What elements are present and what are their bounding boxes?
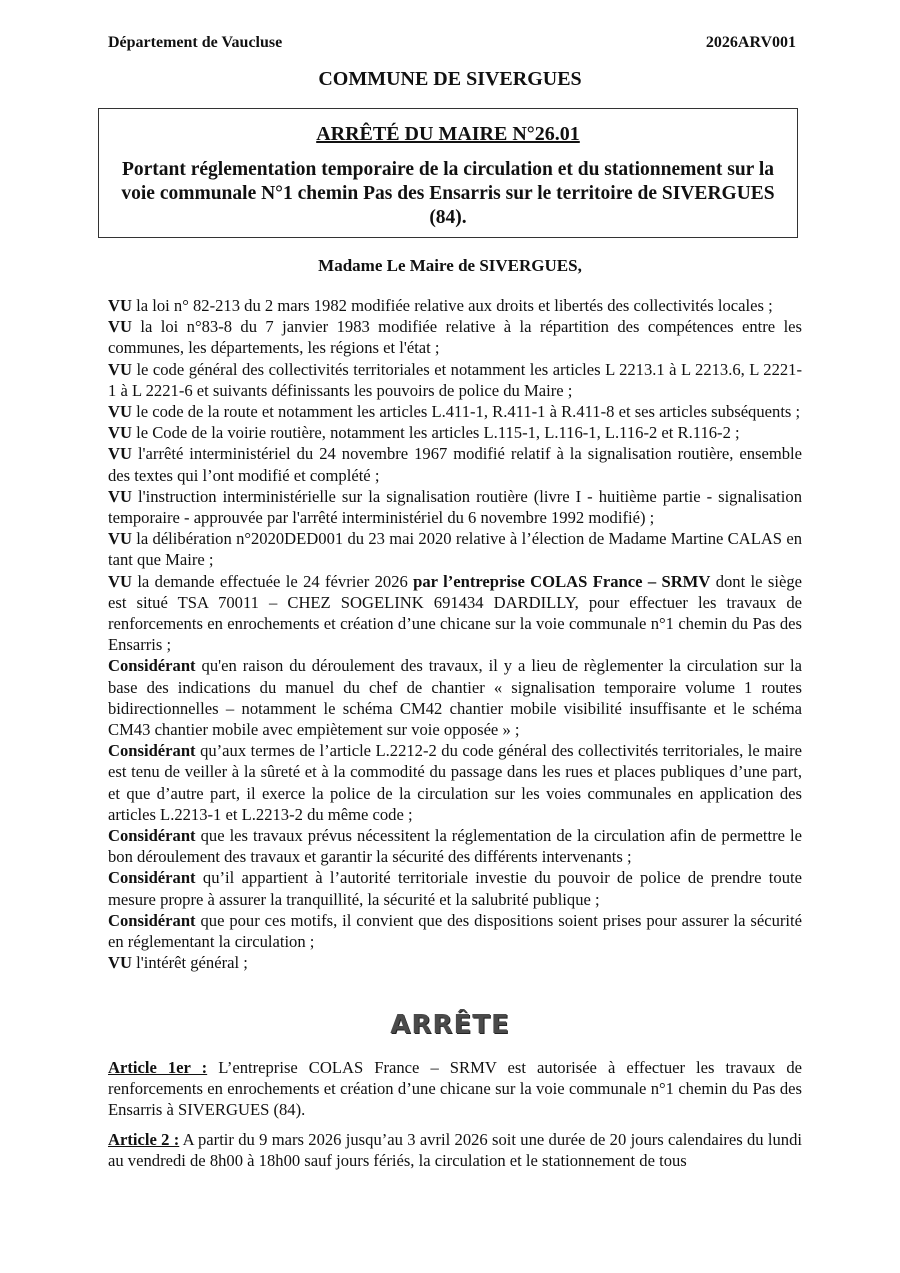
- visa-paragraph: [108, 952, 802, 973]
- article-2: [108, 1129, 802, 1171]
- considerant-text: qu’il appartient à l’autorité territoriale investie du pouvoir de police de prendre toute mesure propre à assurer la tranquillité, la sécurité et la salubrité publique ;: [108, 868, 802, 909]
- visa-lead: VU: [108, 444, 132, 464]
- visa-text: la loi n° 82-213 du 2 mars 1982 modifiée relative aux droits et libertés des collectivités locales ;: [131, 296, 773, 315]
- considerant-lead: Considérant: [108, 826, 196, 846]
- arrete-title: ARRÊTÉ DU MAIRE N°26.01: [316, 123, 580, 145]
- arrete-subtitle: Portant réglementation temporaire de la circulation et du stationnement sur la voie communale N°1 chemin Pas des Ensarris sur le territoire de SIVERGUES (84).: [121, 159, 775, 228]
- visa-paragraph: [108, 422, 802, 443]
- article-label: Article 2 :: [108, 1129, 180, 1149]
- considerant-paragraph: [108, 910, 802, 952]
- visa-lead: VU: [108, 953, 132, 973]
- visa-text: la loi n°83-8 du 7 janvier 1983 modifiée relative à la répartition des compétences entre les communes, les départements, les régions et l'état ;: [108, 317, 802, 358]
- visa-text: la demande effectuée le 24 février 2026: [131, 571, 414, 591]
- visa-lead: VU: [108, 317, 132, 337]
- considerant-lead: Considérant: [108, 656, 196, 676]
- considerant-lead: Considérant: [108, 868, 196, 888]
- article-1: [108, 1057, 802, 1121]
- articles-section: [108, 1057, 802, 1179]
- considerant-paragraph: [108, 867, 802, 909]
- considerant-lead: Considérant: [108, 741, 196, 761]
- considerant-lead: Considérant: [108, 910, 196, 930]
- department-label: Département de Vaucluse: [108, 34, 283, 51]
- considerant-text: qu’aux termes de l’article L.2212-2 du code général des collectivités territoriales, le maire est tenu de veiller à la sûreté et à la commodité du passage dans les rues et places publiques d’une part, et que d’autre part, il exerce la police de la circulation sur les voies communales en application des articles L.2213-1 et L.2213-2 du même code ;: [108, 741, 802, 824]
- considerant-text: que pour ces motifs, il convient que des dispositions soient prises pour assurer la sécurité en réglementant la circulation ;: [108, 910, 802, 952]
- reference-number: 2026ARV001: [705, 34, 796, 51]
- mayor-line: Madame Le Maire de SIVERGUES,: [318, 256, 582, 275]
- considerant-text: que les travaux prévus nécessitent la réglementation de la circulation afin de permettre le bon déroulement des travaux et garantir la sécurité des différents intervenants ;: [108, 826, 802, 867]
- visa-paragraph: [108, 443, 802, 485]
- visa-text: l'arrêté interministériel du 24 novembre 1967 modifié relatif à la signalisation routière, ensemble des textes qui l’ont modifié et complété ;: [108, 444, 802, 485]
- visa-paragraph: [108, 528, 802, 570]
- visa-lead: VU: [108, 486, 132, 506]
- visa-lead: VU: [108, 402, 132, 422]
- company-name: par l’entreprise COLAS France – SRMV: [413, 571, 711, 591]
- visa-text-continued: dont le siège est situé TSA 70011 – CHEZ SOGELINK 691434 DARDILLY, pour effectuer les travaux de renforcements en enrochements et création d’une chicane sur la voie communale n°1 chemin du Pas des Ensarris ;: [108, 571, 802, 655]
- visa-lead: VU: [108, 296, 132, 315]
- visa-paragraph: [108, 295, 802, 316]
- article-label: Article 1er :: [108, 1058, 208, 1077]
- commune-name: COMMUNE DE SIVERGUES: [318, 68, 582, 90]
- article-text: A partir du 9 mars 2026 jusqu’au 3 avril 2026 soit une durée de 20 jours calendaires du lundi au vendredi de 8h00 à 18h00 sauf jours fériés, la circulation et le stationnement de tous: [108, 1129, 802, 1170]
- visas-section: [108, 295, 802, 974]
- visa-text: le code général des collectivités territoriales et notamment les articles L 2213.1 à L 2213.6, L 2221-1 à L 2221-6 et suivants définissants les pouvoirs de police du Maire ;: [108, 359, 802, 400]
- visa-lead: VU: [108, 359, 132, 379]
- considerant-paragraph: [108, 655, 802, 740]
- visa-paragraph: [108, 571, 802, 656]
- title-box: [98, 108, 798, 238]
- considerant-text: qu'en raison du déroulement des travaux, il y a lieu de règlementer la circulation sur la base des indications du manuel du chef de chantier « signalisation temporaire volume 1 routes bidirectionnelles – notamment le schéma CM42 chantier mobile visibilité insuffisante et le schéma CM43 chantier mobile avec empiètement sur voie opposée » ;: [108, 656, 802, 740]
- visa-paragraph: [108, 486, 802, 528]
- decision-heading: ARRÊTE: [390, 1010, 510, 1040]
- considerant-paragraph: [108, 825, 802, 867]
- visa-text: le code de la route et notamment les articles L.411-1, R.411-1 à R.411-8 et ses articles subséquents ;: [131, 402, 801, 422]
- visa-lead: VU: [108, 571, 132, 591]
- visa-paragraph: [108, 401, 802, 422]
- visa-text: le Code de la voirie routière, notamment les articles L.115-1, L.116-1, L.116-2 et R.116-2 ;: [131, 423, 740, 443]
- visa-lead: VU: [108, 529, 132, 549]
- visa-paragraph: [108, 359, 802, 401]
- visa-lead: VU: [108, 423, 132, 443]
- visa-text: l'instruction interministérielle sur la signalisation routière (livre I - huitième partie - signalisation temporaire - approuvée par l'arrêté interministériel du 6 novembre 1992 modifié) ;: [108, 486, 802, 528]
- visa-text: l'intérêt général ;: [131, 953, 248, 973]
- visa-paragraph: [108, 316, 802, 358]
- article-text: L’entreprise COLAS France – SRMV est autorisée à effectuer les travaux de renforcements en enrochements et création d’une chicane sur la voie communale n°1 chemin du Pas des Ensarris à SIVERGUES (84).: [108, 1058, 802, 1120]
- visa-text: la délibération n°2020DED001 du 23 mai 2020 relative à l’élection de Madame Martine CALAS en tant que Maire ;: [108, 529, 802, 570]
- considerant-paragraph: [108, 740, 802, 825]
